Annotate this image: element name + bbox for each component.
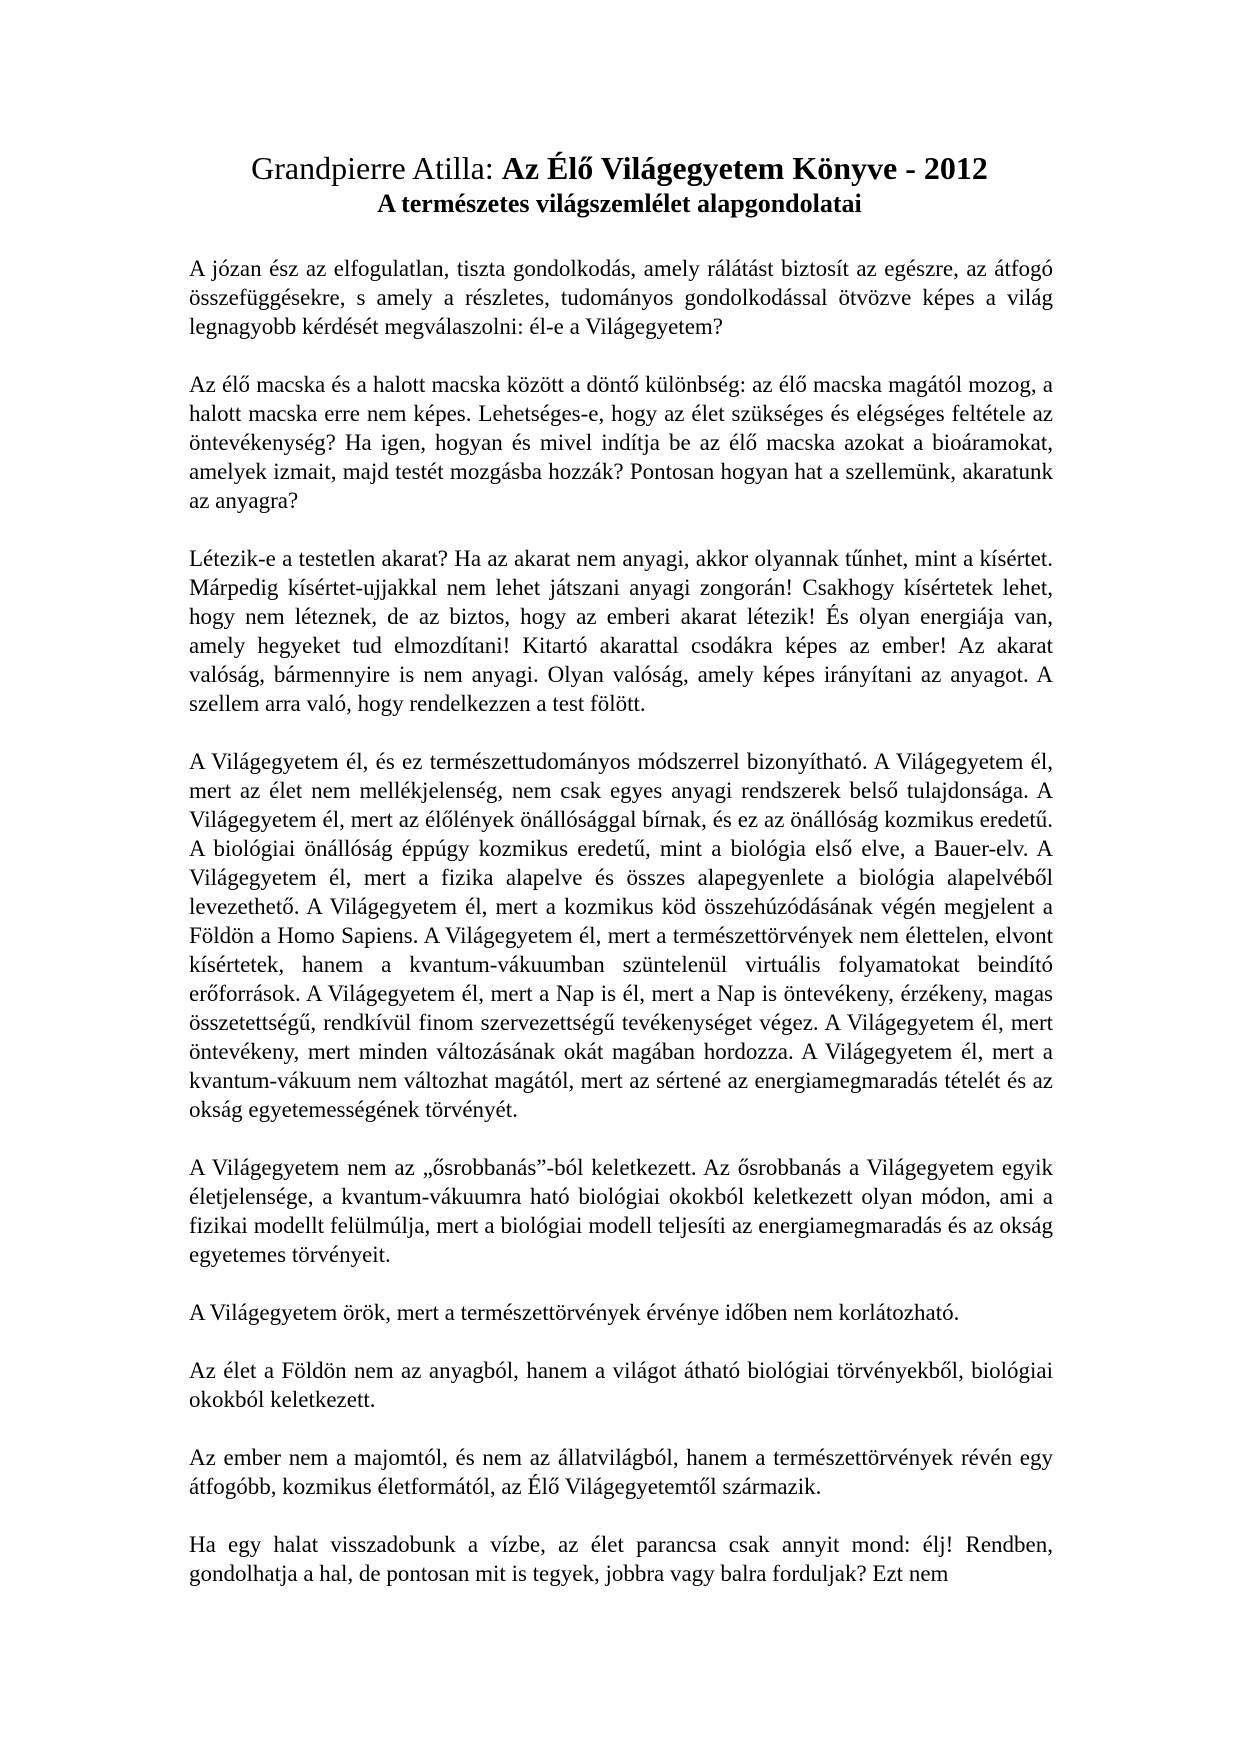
paragraph-2: Az élő macska és a halott macska között a döntő különbség: az élő macska magától mozog, a halott macska erre nem képes. Lehetséges-e, hogy az élet szükséges és elégséges feltétele az öntevékenység? Ha igen, hogyan és mivel indítja be az élő macska azokat a bioáramokat, amelyek izmait, majd testét mozgásba hozzák? Pontosan hogyan hat a szellemünk, akaratunk az anyagra? [189,372,1053,513]
paragraph-7: Az élet a Földön nem az anyagból, hanem a világot átható biológiai törvényekből, biológiai okokból keletkezett. [189,1358,1053,1412]
paragraph-8: Az ember nem a majomtól, és nem az állatvilágból, hanem a természettörvények révén egy átfogóbb, kozmikus életformától, az Élő Világegyetemtől származik. [189,1445,1053,1499]
paragraph-1: A józan ész az elfogulatlan, tiszta gondolkodás, amely rálátást biztosít az egészre, az átfogó összefüggésekre, s amely a részletes, tudományos gondolkodással ötvözve képes a világ legnagyobb kérdését megválaszolni: él-e a Világegyetem? [189,256,1053,339]
body-text [189,254,1053,1588]
author-name: Grandpierre Atilla: [251,150,494,186]
paragraph-3: Létezik-e a testetlen akarat? Ha az akarat nem anyagi, akkor olyannak tűnhet, mint a kísértet. Márpedig kísértet-ujjakkal nem lehet játszani anyagi zongorán! Csakhogy kísértetek lehet, hogy nem léteznek, de az biztos, hogy az emberi akarat létezik! És olyan energiája van, amely hegyeket tud elmozdítani! Kitartó akarattal csodákra képes az ember! Az akarat valóság, bármennyire is nem anyagi. Olyan valóság, amely képes irányítani az anyagot. A szellem arra való, hogy rendelkezzen a test fölött. [189,546,1053,716]
paragraph-6: A Világegyetem örök, mert a természettörvények érvénye időben nem korlátozható. [189,1300,960,1325]
paragraph-9: Ha egy halat visszadobunk a vízbe, az élet parancsa csak annyit mond: élj! Rendben, gondolhatja a hal, de pontosan mit is tegyek, jobbra vagy balra forduljak? Ezt nem [189,1532,1053,1586]
page-title [0,148,1239,188]
title-block [0,148,1239,220]
paragraph-5: A Világegyetem nem az „ősrobbanás”-ból keletkezett. Az ősrobbanás a Világegyetem egyik életjelensége, a kvantum-vákuumra ható biológiai okokból keletkezett olyan módon, ami a fizikai modellt felülmúlja, mert a biológiai modell teljesíti az energiamegmaradás és az okság egyetemes törvényeit. [189,1155,1053,1267]
paragraph-4: A Világegyetem él, és ez természettudományos módszerrel bizonyítható. A Világegyetem él, mert az élet nem mellékjelenség, nem csak egyes anyagi rendszerek belső tulajdonsága. A Világegyetem él, mert az élőlények önállósággal bírnak, és ez az önállóság kozmikus eredetű. A biológiai önállóság éppúgy kozmikus eredetű, mint a biológia első elve, a Bauer-elv. A Világegyetem él, mert a fizika alapelve és összes alapegyenlete a biológia alapelvéből levezethető. A Világegyetem él, mert a kozmikus köd összehúzódásának végén megjelent a Földön a Homo Sapiens. A Világegyetem él, mert a természettörvények nem élettelen, elvont kísértetek, hanem a kvantum-vákuumban szüntelenül virtuális folyamatokat beindító erőforrások. A Világegyetem él, mert a Nap is él, mert a Nap is öntevékeny, érzékeny, magas összetettségű, rendkívül finom szervezettségű tevékenységet végez. A Világegyetem él, mert öntevékeny, mert minden változásának okát magában hordozza. A Világegyetem él, mert a kvantum-vákuum nem változhat magától, mert az sértené az energiamegmaradás tételét és az okság egyetemességének törvényét. [189,749,1053,1122]
book-title: Az Élő Világegyetem Könyve - 2012 [501,150,988,186]
page-subtitle: A természetes világszemlélet alapgondolatai [377,189,862,218]
